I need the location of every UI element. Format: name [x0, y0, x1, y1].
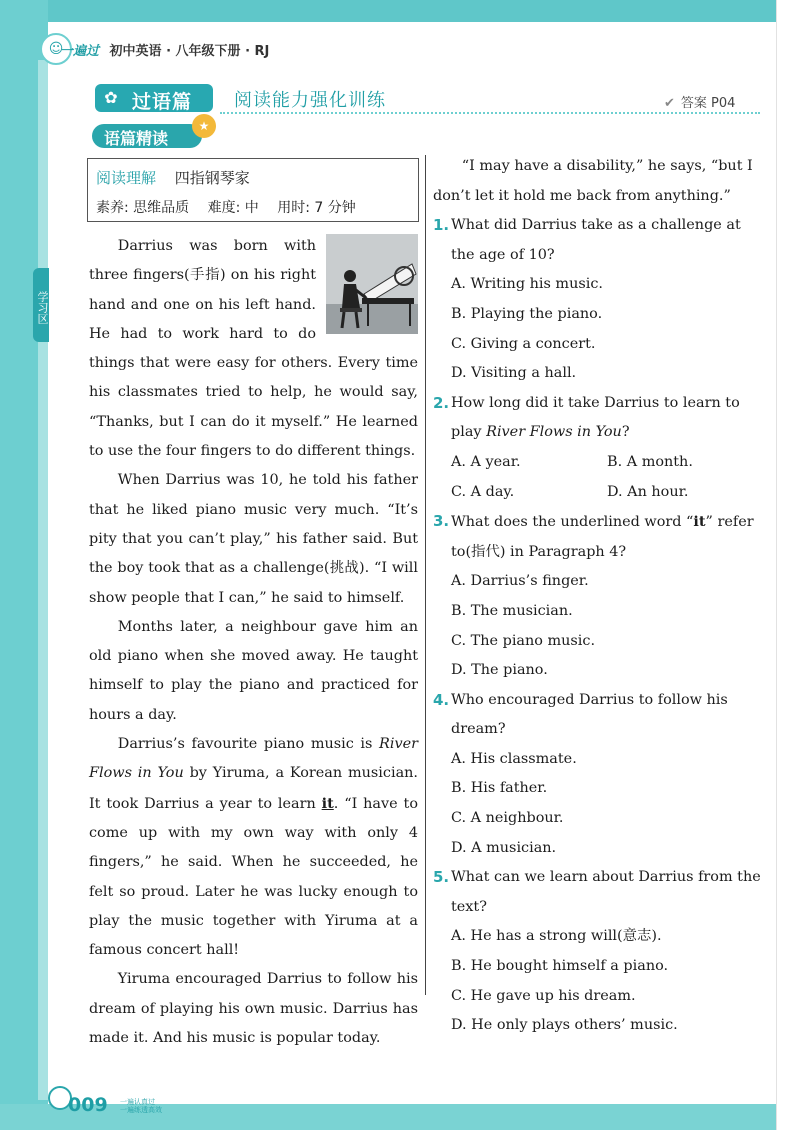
left-band-inner	[38, 60, 48, 1100]
paragraph-3: Months later, a neighbour gave him an old piano when she moved away. He taught himself to play the piano and practiced for hours a day.	[89, 618, 418, 723]
option[interactable]: A. He has a strong will(意志).	[451, 928, 662, 945]
paragraph-4-part-a: Darrius’s favourite piano music is	[117, 736, 380, 753]
quoted-word: it	[693, 513, 706, 531]
question-4	[433, 686, 763, 864]
option-row	[433, 448, 763, 478]
question-1	[433, 211, 763, 389]
question-number: 4.	[433, 690, 450, 709]
option[interactable]: D. The piano.	[451, 662, 548, 679]
time-label: 用时: 7 分钟	[277, 200, 356, 216]
mascot-icon: ✿	[104, 88, 118, 107]
literacy-label: 素养: 思维品质	[96, 200, 190, 216]
option[interactable]: C. A day.	[451, 483, 515, 500]
option[interactable]: C. Giving a concert.	[451, 335, 596, 352]
option[interactable]: A. Darrius’s finger.	[451, 573, 589, 590]
reading-passage	[89, 232, 418, 1053]
answer-ref-text: 答案 P04	[680, 96, 736, 111]
page-number: 009	[68, 1094, 108, 1116]
option[interactable]: B. Playing the piano.	[451, 305, 603, 322]
paragraph-2: When Darrius was 10, he told his father that he liked piano music very much. “It’s pity that you can’t play,” his father said. But the boy took that as a challenge(挑战). “I will show people that I can,” he said to himself.	[89, 472, 418, 606]
option[interactable]: C. A neighbour.	[451, 810, 564, 827]
question-4-stem	[433, 686, 763, 745]
option[interactable]: B. A month.	[607, 453, 693, 470]
passage-info-box	[87, 158, 419, 222]
song-title: River Flows in You	[486, 424, 622, 441]
option[interactable]: D. A musician.	[451, 839, 557, 856]
right-edge	[776, 0, 800, 1130]
question-text: Who encouraged Darrius to follow his dream?	[451, 691, 728, 738]
option[interactable]: A. Writing his music.	[451, 276, 603, 293]
option[interactable]: D. Visiting a hall.	[451, 365, 577, 382]
passage-title: 四指钢琴家	[174, 169, 250, 187]
closing-quote: “I may have a disability,” he says, “but I don’t let it hold me back from anything.”	[433, 158, 753, 204]
option[interactable]: B. His father.	[451, 780, 548, 797]
option[interactable]: B. He bought himself a piano.	[451, 958, 669, 975]
option-row	[433, 478, 763, 508]
question-text-a: How long did it take Darrius to learn to play	[451, 394, 740, 441]
question-number: 1.	[433, 216, 450, 235]
series-header	[60, 40, 269, 60]
question-2	[433, 389, 763, 507]
bingo-badge-icon: ★	[192, 114, 216, 138]
paragraph-1: Darrius was born with three fingers(手指) on his right hand and one on his left hand. He had to work hard to do things that were easy for others. Every time his classmates tried to help, he would say, “Thanks, but I can do it myself.” He learned to use the four fingers to do different things.	[89, 238, 418, 460]
difficulty-label: 难度: 中	[207, 200, 259, 216]
mascot-icon: ☺	[40, 33, 72, 65]
option[interactable]: C. He gave up his dream.	[451, 987, 636, 1004]
side-tab: 学习区	[33, 268, 49, 342]
section-title: 过语篇	[132, 91, 193, 113]
question-text-b: ” refer to(指代) in Paragraph 4?	[451, 514, 754, 560]
song-title: River Flows in You	[89, 736, 418, 782]
paragraph-4-part-b: by Yiruma, a Korean musician. It took Darrius a year to learn	[89, 765, 418, 812]
option[interactable]: D. He only plays others’ music.	[451, 1017, 678, 1034]
series-title: 初中英语 · 八年级下册 · RJ	[109, 44, 270, 59]
info-row-title	[96, 167, 250, 188]
paragraph-4-part-c: . “I have to come up with my own way with only 4 fingers,” he said. When he succeeded, he felt so proud. Later he was lucky enough to play the music together with Yiruma at a famous concert hall!	[89, 795, 418, 959]
question-5-stem	[433, 863, 763, 922]
questions-column	[433, 152, 763, 1041]
question-text-b: ?	[621, 424, 630, 441]
question-2-stem	[433, 389, 763, 448]
option[interactable]: B. The musician.	[451, 602, 573, 619]
check-icon: ✔	[664, 96, 675, 111]
option[interactable]: D. An hour.	[607, 483, 689, 500]
question-3	[433, 507, 763, 686]
answer-reference	[664, 92, 735, 111]
piano-player-illustration	[326, 234, 418, 334]
info-row-meta	[96, 197, 370, 217]
question-number: 5.	[433, 868, 450, 887]
underlined-word: it	[321, 794, 334, 812]
question-1-stem	[433, 211, 763, 270]
top-band	[0, 0, 800, 22]
reading-type-label: 阅读理解	[96, 169, 157, 187]
question-3-stem	[433, 507, 763, 567]
question-5	[433, 863, 763, 1041]
option[interactable]: C. The piano music.	[451, 632, 596, 649]
column-divider	[425, 155, 426, 995]
section-subtitle: 阅读能力强化训练	[234, 90, 386, 111]
option[interactable]: A. A year.	[451, 453, 521, 470]
paragraph-5: Yiruma encouraged Darrius to follow his dream of playing his own music. Darrius has made it. And his music is popular today.	[89, 971, 418, 1047]
question-text: What did Darrius take as a challenge at the age of 10?	[451, 217, 741, 263]
page-slogan: 一遍认真过 一遍练透高效	[120, 1098, 162, 1114]
sub-section-title: 语篇精读	[104, 129, 169, 148]
question-number: 2.	[433, 393, 450, 412]
header-divider	[220, 112, 760, 114]
paragraph-4	[89, 730, 418, 965]
option[interactable]: A. His classmate.	[451, 750, 577, 767]
question-text-a: What does the underlined word “	[451, 514, 694, 531]
question-number: 3.	[433, 512, 450, 531]
brand-name: 一遍过	[60, 44, 100, 59]
question-text: What can we learn about Darrius from the text?	[451, 869, 761, 915]
